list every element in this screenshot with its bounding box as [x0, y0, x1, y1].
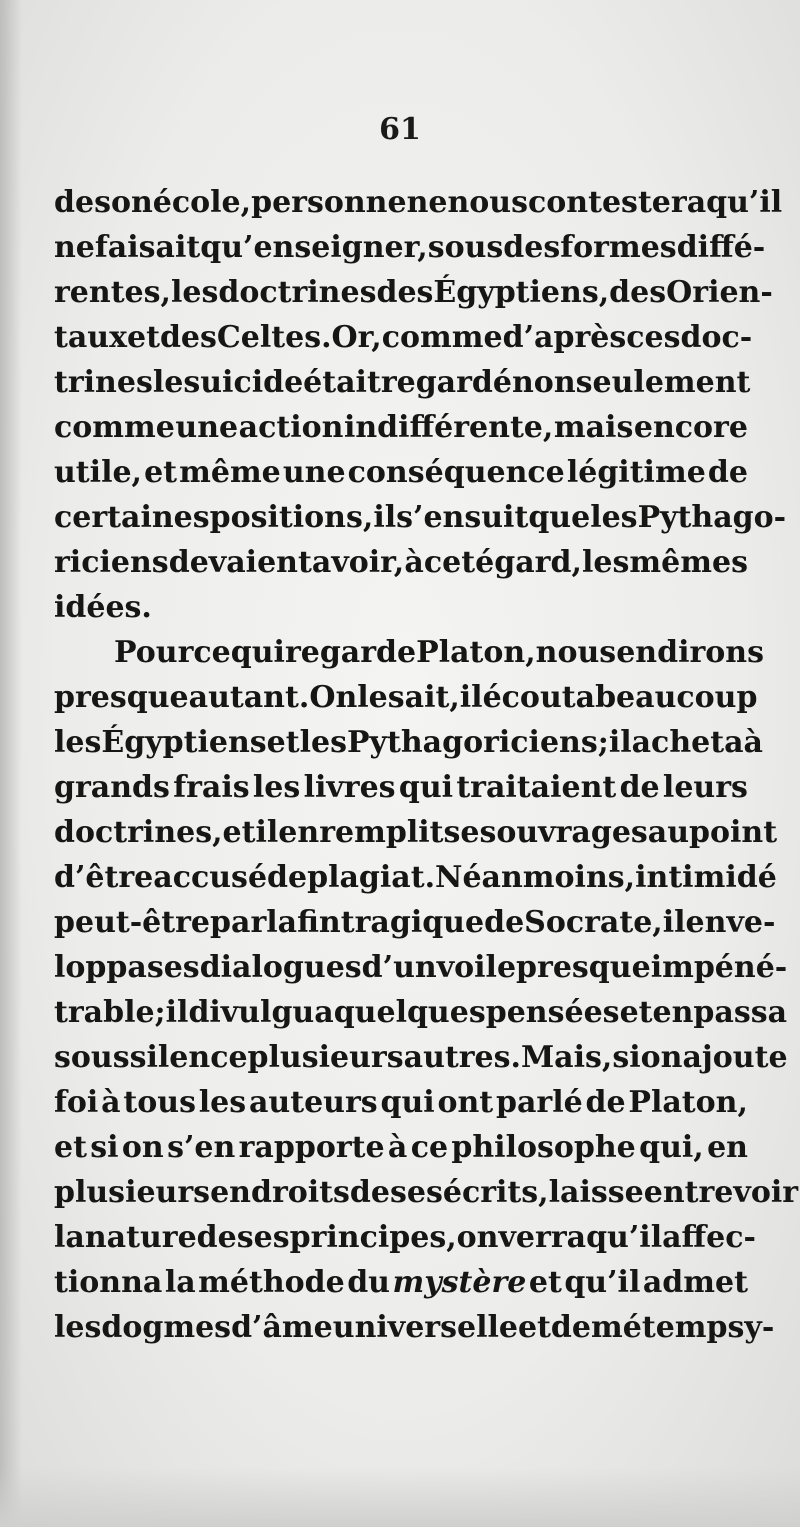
word: qui: [380, 1085, 435, 1120]
word: affec-: [662, 1220, 756, 1255]
word: autant.: [188, 680, 310, 715]
word: philosophe: [451, 1130, 636, 1165]
word: et: [528, 1265, 562, 1300]
word: méthode: [198, 1265, 345, 1300]
word: la: [266, 905, 298, 940]
word: et: [54, 1130, 87, 1165]
word: des: [159, 320, 217, 355]
word: impéné-: [650, 950, 788, 985]
word: même: [179, 455, 281, 490]
word: il: [255, 815, 279, 850]
word: peut-être: [54, 905, 211, 940]
word: nous: [447, 185, 529, 220]
word: tous: [123, 1085, 196, 1120]
word: conséquence: [347, 455, 565, 490]
word: dialogues: [199, 950, 362, 985]
word: Pour: [114, 635, 194, 670]
word: mais: [553, 410, 634, 445]
word: On: [309, 680, 358, 715]
word: Pythagoriciens;: [347, 725, 609, 760]
word: seulement: [575, 365, 751, 400]
word: Égyptiens: [101, 725, 267, 760]
word: égard,: [475, 545, 582, 580]
word: remplit: [319, 815, 444, 850]
word: cet: [423, 545, 476, 580]
word: sait,: [387, 680, 460, 715]
word: diffé-: [676, 230, 766, 265]
word: foi: [54, 1085, 99, 1120]
word: il: [165, 995, 189, 1030]
word: verra: [498, 1220, 587, 1255]
word: sous: [427, 230, 504, 265]
word: Celtes.: [216, 320, 332, 355]
word: dirons: [657, 635, 764, 670]
word: on: [640, 1040, 683, 1075]
word: action: [238, 410, 344, 445]
word: des: [376, 275, 434, 310]
word: métempsy-: [591, 1310, 775, 1345]
word: presque: [516, 950, 651, 985]
word: et: [144, 455, 178, 490]
word: devaient: [168, 545, 312, 580]
word: loppa: [54, 950, 147, 985]
word: Or,: [331, 320, 382, 355]
word: d’après: [502, 320, 627, 355]
word: personne: [251, 185, 407, 220]
word: les: [299, 725, 347, 760]
word: s’en: [167, 1130, 236, 1165]
word: dogmes: [101, 1310, 232, 1345]
word: les: [198, 1085, 247, 1120]
text-line: [54, 945, 788, 990]
word: son: [94, 185, 153, 220]
word: une: [175, 410, 239, 445]
word: en: [278, 815, 320, 850]
text-line: [54, 1035, 788, 1080]
text-line: [54, 540, 748, 585]
word: trines: [54, 365, 153, 400]
word: faisait: [94, 230, 201, 265]
word: si: [612, 1040, 641, 1075]
word: écouta: [482, 680, 596, 715]
word: les: [590, 500, 638, 535]
word: de: [550, 1310, 591, 1345]
word: il: [662, 905, 686, 940]
word: rapporte: [238, 1130, 385, 1165]
word: qu’il: [706, 185, 783, 220]
word: on: [121, 1130, 164, 1165]
word: nous: [535, 635, 617, 670]
word: tragique: [340, 905, 485, 940]
text-line: [54, 810, 778, 855]
word: ajoute: [682, 1040, 788, 1075]
text-line: [54, 585, 748, 630]
text-line: [54, 720, 763, 765]
word: et: [127, 320, 160, 355]
word: plusieurs: [247, 1040, 404, 1075]
word: ont: [437, 1085, 494, 1120]
word: ses: [443, 815, 497, 850]
word: les: [54, 1310, 102, 1345]
word: et: [222, 815, 256, 850]
word: divulgua: [188, 995, 334, 1030]
word: formes: [560, 230, 677, 265]
word: il: [373, 500, 397, 535]
word: ces: [626, 320, 681, 355]
word: indifférente,: [343, 410, 554, 445]
word: rentes,: [54, 275, 171, 310]
word: par: [210, 905, 267, 940]
word: quelques: [333, 995, 486, 1030]
body-text: [54, 180, 799, 1350]
word: passa: [693, 995, 788, 1030]
word: si: [90, 1130, 119, 1165]
word: grands: [54, 770, 170, 805]
word: Platon,: [416, 635, 536, 670]
word: Néanmoins,: [435, 860, 636, 895]
word: qui,: [639, 1130, 704, 1165]
word: doctrines: [218, 275, 377, 310]
page-shadow-left: [0, 0, 22, 1527]
word: qu’enseigner,: [200, 230, 428, 265]
word: le: [357, 680, 388, 715]
word: sous: [54, 1040, 130, 1075]
word: admet: [642, 1265, 748, 1300]
word: principes,: [289, 1220, 457, 1255]
word: suicide: [183, 365, 304, 400]
word: livres: [303, 770, 396, 805]
word: traitaient: [456, 770, 617, 805]
word: ouvrages: [496, 815, 648, 850]
word: regardé: [380, 365, 512, 400]
word: de: [349, 1175, 390, 1210]
word: fin: [297, 905, 341, 940]
word: ce: [193, 635, 231, 670]
word: en: [652, 995, 694, 1030]
word: et: [517, 1310, 551, 1345]
word: silence: [129, 1040, 248, 1075]
word: utile,: [54, 455, 142, 490]
word: de: [54, 185, 95, 220]
word: regarde: [284, 635, 417, 670]
word: comme: [381, 320, 503, 355]
word: taux: [54, 320, 127, 355]
text-line: [54, 1305, 775, 1350]
word: ce: [410, 1130, 449, 1165]
word: avoir,: [311, 545, 405, 580]
word: auteurs: [248, 1085, 378, 1120]
word: non: [512, 365, 576, 400]
word: il: [459, 680, 483, 715]
word: idées.: [54, 590, 152, 625]
text-line: [54, 855, 777, 900]
word: endroits: [210, 1175, 350, 1210]
word: des: [503, 230, 561, 265]
word: enve-: [685, 905, 776, 940]
word: frais: [173, 770, 250, 805]
word: presque: [54, 680, 189, 715]
text-line: [54, 630, 764, 675]
word: école,: [152, 185, 252, 220]
text-line: [54, 495, 787, 540]
word: voile: [436, 950, 517, 985]
word: de: [707, 455, 748, 490]
word: les: [581, 545, 630, 580]
word: légitime: [566, 455, 706, 490]
word: de: [267, 860, 308, 895]
text-line: [54, 765, 748, 810]
word: mêmes: [629, 545, 748, 580]
word: les: [252, 770, 301, 805]
word: on: [456, 1220, 499, 1255]
word: acheta: [631, 725, 744, 760]
word: en: [616, 635, 658, 670]
word: trable;: [54, 995, 166, 1030]
word: leurs: [662, 770, 748, 805]
word: en: [707, 1130, 748, 1165]
word: d’âme: [231, 1310, 333, 1345]
word: autres.: [403, 1040, 521, 1075]
text-line: [54, 990, 788, 1035]
word: au: [647, 815, 690, 850]
word: à: [387, 1130, 408, 1165]
word: qui: [230, 635, 285, 670]
text-line: [54, 1260, 748, 1305]
word: de: [196, 1220, 237, 1255]
word: les: [170, 275, 219, 310]
word: ses: [390, 1175, 443, 1210]
word: le: [152, 365, 184, 400]
word: Platon,: [628, 1085, 748, 1120]
word: pensées: [485, 995, 620, 1030]
text-line: [54, 1125, 748, 1170]
word: comme: [54, 410, 175, 445]
word: les: [54, 725, 102, 760]
word: Mais,: [520, 1040, 613, 1075]
text-line: [54, 270, 773, 315]
word: encore: [633, 410, 748, 445]
word: des: [609, 275, 667, 310]
word: à: [101, 1085, 121, 1120]
word: et: [619, 995, 653, 1030]
word: d’un: [361, 950, 437, 985]
word: qu’il: [564, 1265, 641, 1300]
word: de: [484, 905, 525, 940]
word: ne: [406, 185, 448, 220]
word: la: [54, 1220, 85, 1255]
word: du: [347, 1265, 390, 1300]
word: point: [689, 815, 778, 850]
word: mystère: [392, 1265, 527, 1300]
word: Socrate,: [524, 905, 663, 940]
word: de: [585, 1085, 626, 1120]
word: que: [528, 500, 591, 535]
word: universelle: [332, 1310, 518, 1345]
word: parlé: [495, 1085, 583, 1120]
text-line: [54, 900, 776, 945]
word: et: [266, 725, 300, 760]
word: était: [303, 365, 381, 400]
word: Orien-: [666, 275, 773, 310]
word: d’être: [54, 860, 154, 895]
word: s’ensuit: [396, 500, 529, 535]
word: à: [743, 725, 763, 760]
word: ses: [146, 950, 200, 985]
word: riciens: [54, 545, 169, 580]
word: ses: [236, 1220, 290, 1255]
word: doctrines,: [54, 815, 223, 850]
word: qui: [398, 770, 454, 805]
word: tionna: [54, 1265, 163, 1300]
word: certaines: [54, 500, 210, 535]
word: une: [282, 455, 346, 490]
word: de: [619, 770, 660, 805]
word: Pythago-: [637, 500, 787, 535]
word: la: [164, 1265, 196, 1300]
page-number: 61: [379, 112, 421, 147]
text-line: [54, 360, 751, 405]
text-line: [54, 675, 758, 720]
word: laisse: [548, 1175, 644, 1210]
text-line: [54, 1215, 756, 1260]
word: écrits,: [442, 1175, 549, 1210]
word: doc-: [680, 320, 753, 355]
word: Égyptiens,: [433, 275, 610, 310]
text-line: [54, 315, 753, 360]
text-line: [54, 450, 748, 495]
word: plagiat.: [307, 860, 436, 895]
word: à: [404, 545, 424, 580]
word: contestera: [528, 185, 707, 220]
word: il: [608, 725, 632, 760]
text-line: [54, 225, 766, 270]
word: beaucoup: [595, 680, 758, 715]
text-line: [54, 1170, 799, 1215]
word: qu’il: [586, 1220, 663, 1255]
word: intimidé: [635, 860, 777, 895]
text-line: [54, 180, 783, 225]
word: nature: [84, 1220, 197, 1255]
text-line: [54, 405, 748, 450]
word: accusé: [153, 860, 268, 895]
word: ne: [54, 230, 95, 265]
word: positions,: [209, 500, 374, 535]
word: plusieurs: [54, 1175, 211, 1210]
word: entrevoir: [643, 1175, 799, 1210]
text-line: [54, 1080, 748, 1125]
page-shadow-bottom: [0, 1467, 800, 1527]
